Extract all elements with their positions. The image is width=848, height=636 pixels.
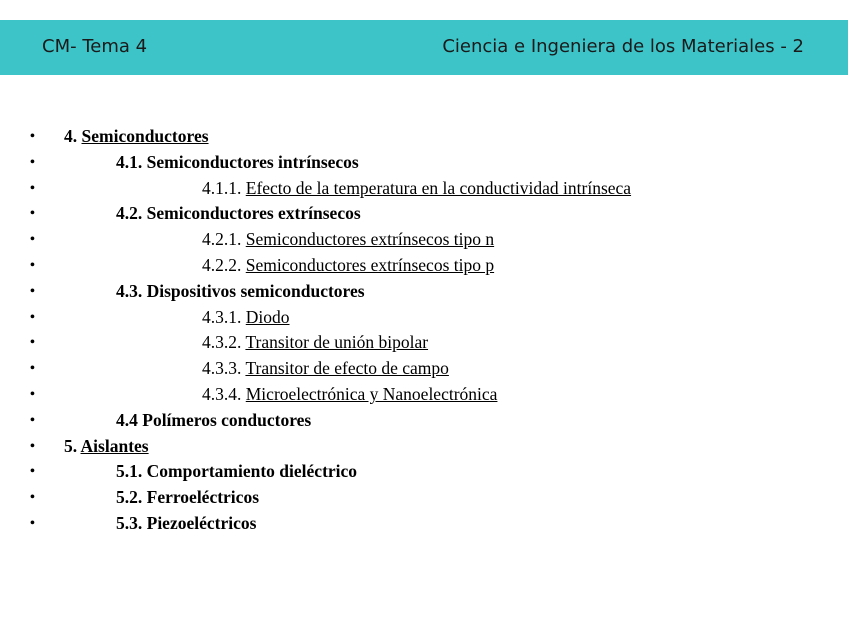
outline-heading: 4.3. Dispositivos semiconductores: [116, 280, 365, 301]
outline-link-microelectronica[interactable]: Microelectrónica y Nanoelectrónica: [245, 383, 498, 404]
outline-link-bipolar[interactable]: Transitor de unión bipolar: [245, 332, 429, 353]
outline-link-tipo-n[interactable]: Semiconductores extrínsecos tipo n: [245, 229, 495, 250]
bullet: •: [30, 232, 35, 248]
outline-number: 4.3.2.: [202, 332, 246, 353]
outline-number: 4.2.2.: [202, 254, 246, 275]
outline-item-4-2-2: [0, 253, 848, 279]
bullet: •: [30, 283, 35, 299]
outline-item-4-3: [0, 279, 848, 305]
outline-item-4-3-1: [0, 305, 848, 331]
bullet: •: [30, 180, 35, 196]
outline-number: 5.: [64, 435, 81, 456]
outline-number: 4.3.1.: [202, 306, 246, 327]
bullet: •: [30, 438, 35, 454]
outline-heading: 4.2. Semiconductores extrínsecos: [116, 203, 361, 224]
outline-link-tipo-p[interactable]: Semiconductores extrínsecos tipo p: [245, 254, 495, 275]
outline-number: 4.3.4.: [202, 383, 246, 404]
bullet: •: [30, 490, 35, 506]
outline-item-4-2-1: [0, 227, 848, 253]
outline-item-4-1: [0, 150, 848, 176]
bullet: •: [30, 464, 35, 480]
outline-number: 4.2.1.: [202, 229, 246, 250]
bullet: •: [30, 257, 35, 273]
bullet: •: [30, 386, 35, 402]
outline-link-semiconductores[interactable]: Semiconductores: [81, 126, 209, 146]
bullet: •: [30, 206, 35, 222]
outline-item-5: [0, 434, 848, 460]
bullet: •: [30, 361, 35, 377]
outline-heading: 4.4 Polímeros conductores: [116, 409, 312, 430]
outline-link-efecto-temperatura[interactable]: Efecto de la temperatura en la conductividad intrínseca: [245, 177, 632, 198]
outline-item-4-2: [0, 201, 848, 227]
outline-item-4: [0, 124, 848, 150]
topic-outline: [0, 124, 848, 537]
outline-link-efecto-campo[interactable]: Transitor de efecto de campo: [245, 358, 449, 379]
outline-item-4-3-2: [0, 330, 848, 356]
outline-heading: 5.1. Comportamiento dieléctrico: [116, 461, 358, 482]
course-title: Ciencia e Ingeniera de los Materiales - 2: [442, 36, 804, 57]
bullet: •: [30, 129, 35, 144]
outline-item-4-1-1: [0, 176, 848, 202]
outline-item-5-1: [0, 459, 848, 485]
outline-heading: 5.3. Piezoeléctricos: [116, 512, 257, 533]
bullet: •: [30, 515, 35, 531]
outline-heading: 4.1. Semiconductores intrínsecos: [116, 151, 359, 172]
bullet: •: [30, 335, 35, 351]
header-banner: [0, 20, 848, 75]
outline-link-diodo[interactable]: Diodo: [245, 306, 290, 327]
outline-item-4-3-4: [0, 382, 848, 408]
outline-number: 4.3.3.: [202, 358, 246, 379]
outline-heading: 5.2. Ferroeléctricos: [116, 487, 259, 508]
outline-number: 4.: [64, 126, 82, 146]
bullet: •: [30, 309, 35, 325]
outline-number: 4.1.1.: [202, 177, 246, 198]
bullet: •: [30, 154, 35, 170]
outline-link-aislantes[interactable]: Aislantes: [80, 435, 149, 456]
outline-item-5-2: [0, 485, 848, 511]
bullet: •: [30, 412, 35, 428]
outline-item-4-3-3: [0, 356, 848, 382]
outline-item-4-4: [0, 408, 848, 434]
course-code: CM- Tema 4: [42, 36, 148, 57]
outline-item-5-3: [0, 511, 848, 537]
